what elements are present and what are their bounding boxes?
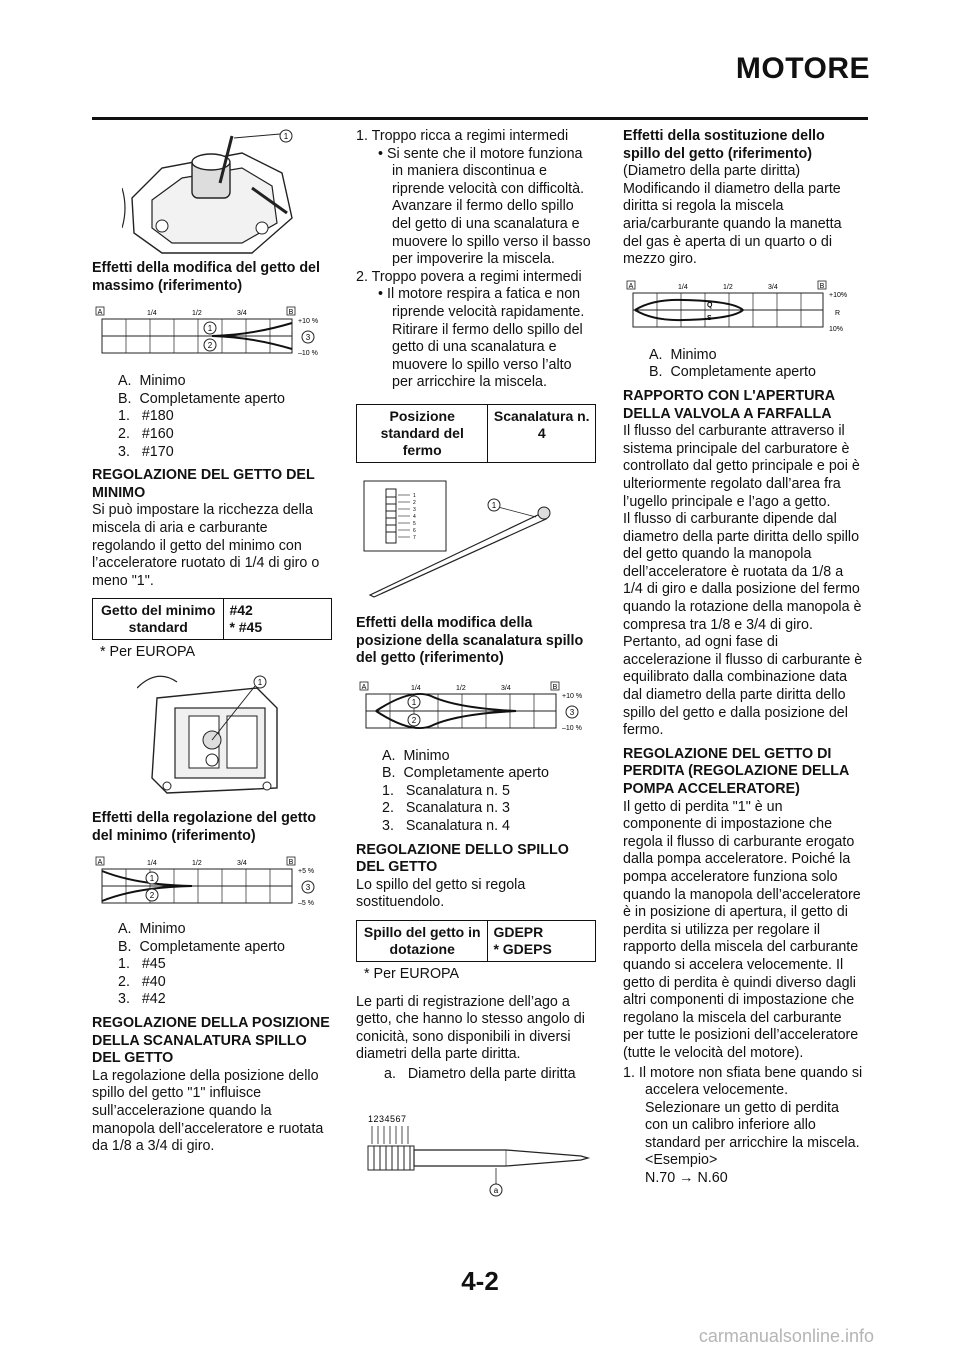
legend3-item: B. Completamente aperto (382, 765, 549, 782)
item2-text: Ritirare il fermo dello spillo del getto di una scanalatura e muovere lo spillo verso l’alto per arricchire la miscela. (392, 321, 583, 391)
chart4-plus-label: +10% (829, 291, 848, 299)
groove-number: 7 (413, 534, 416, 541)
groove-number: 2 (413, 499, 416, 506)
spec-value: GDEPR * GDEPS (488, 921, 596, 962)
sec8-text1: Il flusso del carburante attraverso il sistema principale del carburatore è controllato dal getto principale e poi è ulteriormente regolato dall’area fra l’ugello principale e l’ago a getto. (623, 423, 860, 510)
sec2-text: Si può impostare la ricchezza della miscela di aria e carburante regolando il getto del minimo con l’acceleratore ruotato di 1/4 di giro o meno "1". (92, 502, 320, 589)
chart1-tick-1: 1/4 (147, 310, 157, 318)
chart3-callout-3: 3 (569, 707, 575, 717)
fig2-callout: 1 (257, 677, 263, 687)
chart2-tick-2: 1/2 (192, 860, 202, 868)
chart4-q-label: Q (707, 301, 713, 309)
needle-diameter-effect-chart (623, 279, 863, 341)
legend3-item: 2. Scanalatura n. 3 (382, 800, 510, 817)
sec7-title: Effetti della sostituzione dello spillo del getto (riferimento) (623, 128, 825, 162)
chart3-tick-1: 1/4 (411, 684, 421, 692)
fig1-callout: 1 (283, 132, 289, 141)
chart4-minus-label: 10% (829, 325, 844, 333)
item1-bullet: • Si sente che il motore funziona in maniera discontinua e riprende velocità con difficoltà. (378, 145, 585, 197)
chart3-callout-2: 2 (411, 715, 417, 725)
groove-number: 5 (413, 520, 416, 527)
legend1-item: 2. #160 (118, 425, 174, 442)
legend1-item: 3. #170 (118, 443, 174, 460)
legend3-item: 3. Scanalatura n. 4 (382, 818, 510, 835)
note1: * Per EUROPA (100, 644, 196, 661)
chart2-callout-2: 2 (149, 891, 155, 901)
chart4-s-label: S (707, 314, 712, 322)
groove-number: 1 (413, 492, 416, 499)
sec2-title: REGOLAZIONE DEL GETTO DEL MINIMO (92, 467, 315, 501)
chart2-tick-3: 3/4 (237, 860, 247, 868)
chart1-tick-3: 3/4 (237, 310, 247, 318)
chart1-minus-label: –10 % (298, 350, 318, 358)
legend3-item: 1. Scanalatura n. 5 (382, 782, 510, 799)
page-header-title: MOTORE (735, 52, 870, 85)
column-3 (623, 128, 863, 1188)
main-jet-effect-chart (92, 305, 332, 367)
sec4-title: REGOLAZIONE DELLA POSIZIONE DELLA SCANALATURA SPILLO DEL GETTO (92, 1015, 330, 1067)
jet-needle-figure (356, 473, 596, 601)
jet-needle-spec-table (356, 920, 596, 962)
chart1-callout-1: 1 (207, 324, 213, 334)
item1-title: 1. Troppo ricca a regimi intermedi (356, 128, 569, 144)
spec-key: Posizione standard del fermo (357, 404, 488, 462)
sec3-title: Effetti della regolazione del getto del minimo (riferimento) (92, 809, 317, 844)
carburettor-main-jet-figure (122, 128, 302, 260)
groove-number: 4 (413, 513, 416, 520)
fig4-callout: a (493, 1185, 499, 1195)
watermark: carmanualsonline.info (698, 1326, 874, 1346)
sub-a: a. Diametro della parte diritta (384, 1066, 576, 1082)
legend2-item: 2. #40 (118, 973, 166, 990)
legend2-item: 3. #42 (118, 991, 166, 1008)
chart4-label-b: B (819, 282, 825, 290)
legend4-item: A. Minimo (649, 346, 717, 363)
sec8-title: RAPPORTO CON L'APERTURA DELLA VALVOLA A FARFALLA (623, 387, 835, 422)
chart1-label-a: A (97, 309, 103, 317)
chart3-label-a: A (361, 683, 367, 691)
chart4-tick-2: 1/2 (723, 283, 733, 291)
fig4-numbers: 1234567 (368, 1113, 407, 1124)
chart2-callout-3: 3 (305, 883, 311, 893)
sec7-text: Modificando il diametro della parte diritta si regola la miscela aria/carburante quando la manetta del gas è aperta di un quarto o di mezzo giro. (623, 180, 842, 268)
chart2-plus-label: +5 % (298, 868, 315, 876)
legend1-item: A. Minimo (118, 373, 186, 390)
item2-bullet: • Il motore respira a fatica e non riprende velocità rapidamente. (378, 286, 585, 320)
groove-number: 3 (413, 506, 416, 513)
chart1-label-b: B (288, 309, 294, 317)
chart2-label-b: B (288, 859, 294, 867)
legend2-item: A. Minimo (118, 921, 186, 938)
chart4-tick-3: 3/4 (768, 283, 778, 291)
legend1-item: 1. #180 (118, 408, 174, 425)
sec4-text: La regolazione della posizione dello spillo del getto "1" influisce sull’accelerazione quando la manopola dell’acceleratore e ruotata da 1/8 a 3/4 di giro. (92, 1067, 324, 1155)
legend4-item: B. Completamente aperto (649, 364, 816, 381)
pilot-jet-figure (137, 668, 287, 800)
chart1-plus-label: +10 % (298, 318, 319, 326)
sec9-example: N.70 → N.60 (645, 1170, 728, 1187)
legend3-item: A. Minimo (382, 747, 450, 764)
legend1-item: B. Completamente aperto (118, 390, 285, 407)
legend2-item: 1. #45 (118, 956, 166, 973)
page-number: 4-2 (461, 1266, 499, 1296)
clip-position-spec-table (356, 404, 596, 463)
chart4-r-label: R (835, 309, 841, 317)
item2-title: 2. Troppo povera a regimi intermedi (356, 268, 582, 285)
sec9-item1: 1. Il motore non sfiata bene quando si accelera velocemente. Selezionare un getto di perdita con un calibro inferiore allo standard per arricchire la miscela. <Esempio> (623, 1064, 863, 1169)
chart2-tick-1: 1/4 (147, 860, 157, 868)
pilot-jet-effect-chart (92, 855, 332, 917)
spec-value: #42 * #45 (224, 599, 332, 640)
sec8-text2: Il flusso di carburante dipende dal diametro della parte diritta dello spillo del getto quando la manopola dell’acceleratore è ruotata da 1/8 a 1/4 di giro e dalla posizione del fermo quando la rotazione della manopola è compresa tra 1/8 e 3/4 di giro. (623, 511, 862, 633)
clip-position-effect-chart (356, 680, 596, 742)
sec6-title: REGOLAZIONE DELLO SPILLO DEL GETTO (356, 841, 569, 876)
sec8-text3: Pertanto, ad ogni fase di accelerazione il flusso di carburante è equilibrato dalla combinazione data dal diametro della parte diritta dello spillo del getto e dalla posizione del fermo. (623, 634, 863, 739)
chart3-plus-label: +10 % (562, 692, 583, 700)
chart3-minus-label: –10 % (562, 724, 582, 732)
chart2-label-a: A (97, 859, 103, 867)
spec-key: Spillo del getto in dotazione (357, 921, 488, 962)
column-1 (92, 128, 332, 1158)
column-2 (356, 128, 596, 1208)
chart3-tick-2: 1/2 (456, 684, 466, 692)
sec9-title: REGOLAZIONE DEL GETTO DI PERDITA (REGOLAZIONE DELLA POMPA ACCELERATORE) (623, 745, 849, 797)
needle-diameter-figure (356, 1098, 596, 1208)
sec9-text: Il getto di perdita "1" è un componente di impostazione che regola il flusso di carburante erogato dalla pompa acceleratore. Poiché la pompa acceleratore funziona solo quando la manopola dell’acceleratore è in posizione di apertura, il getto di perdita si utilizza per regolare il rapporto della miscela del carburante quando si accelera velocemente. Il getto di perdita è quindi diverso dagli altri componenti di impostazione che regolano la miscela del carburante per tutte le posizioni dell’acceleratore (tutte le velocità del motore). (623, 798, 861, 1061)
chart1-callout-3: 3 (305, 333, 311, 343)
spec-value: Scanalatura n. 4 (488, 404, 596, 462)
note3: * Per EUROPA (364, 966, 460, 983)
chart4-tick-1: 1/4 (678, 283, 688, 291)
spec-key: Getto del minimo standard (93, 599, 224, 640)
chart2-minus-label: –5 % (298, 900, 314, 908)
chart1-tick-2: 1/2 (192, 310, 202, 318)
header-rule (92, 117, 868, 120)
sec6-text2: Le parti di registrazione dell’ago a getto, che hanno lo stesso angolo di conicità, sono disponibili in diversi diametri della parte diritta. (356, 993, 585, 1063)
chart3-callout-1: 1 (411, 697, 417, 707)
chart3-label-b: B (552, 683, 558, 691)
item1-text: Avanzare il fermo dello spillo del getto di una scanalatura e muovere lo spillo verso il basso per impoverire la miscela. (392, 198, 591, 268)
chart4-label-a: A (628, 282, 634, 290)
sec7-sub: (Diametro della parte diritta) (623, 163, 801, 180)
chart2-callout-1: 1 (149, 874, 155, 884)
chart3-tick-3: 3/4 (501, 684, 511, 692)
pilot-jet-spec-table (92, 598, 332, 640)
chart1-callout-2: 2 (207, 341, 213, 351)
groove-number: 6 (413, 527, 416, 534)
sec6-text: Lo spillo del getto si regola sostituendolo. (356, 876, 526, 911)
sec1-title: Effetti della modifica del getto del massimo (riferimento) (92, 260, 320, 294)
fig3-callout: 1 (491, 500, 497, 510)
sec5-title: Effetti della modifica della posizione della scanalatura spillo del getto (riferimento) (356, 614, 584, 667)
legend2-item: B. Completamente aperto (118, 938, 285, 955)
